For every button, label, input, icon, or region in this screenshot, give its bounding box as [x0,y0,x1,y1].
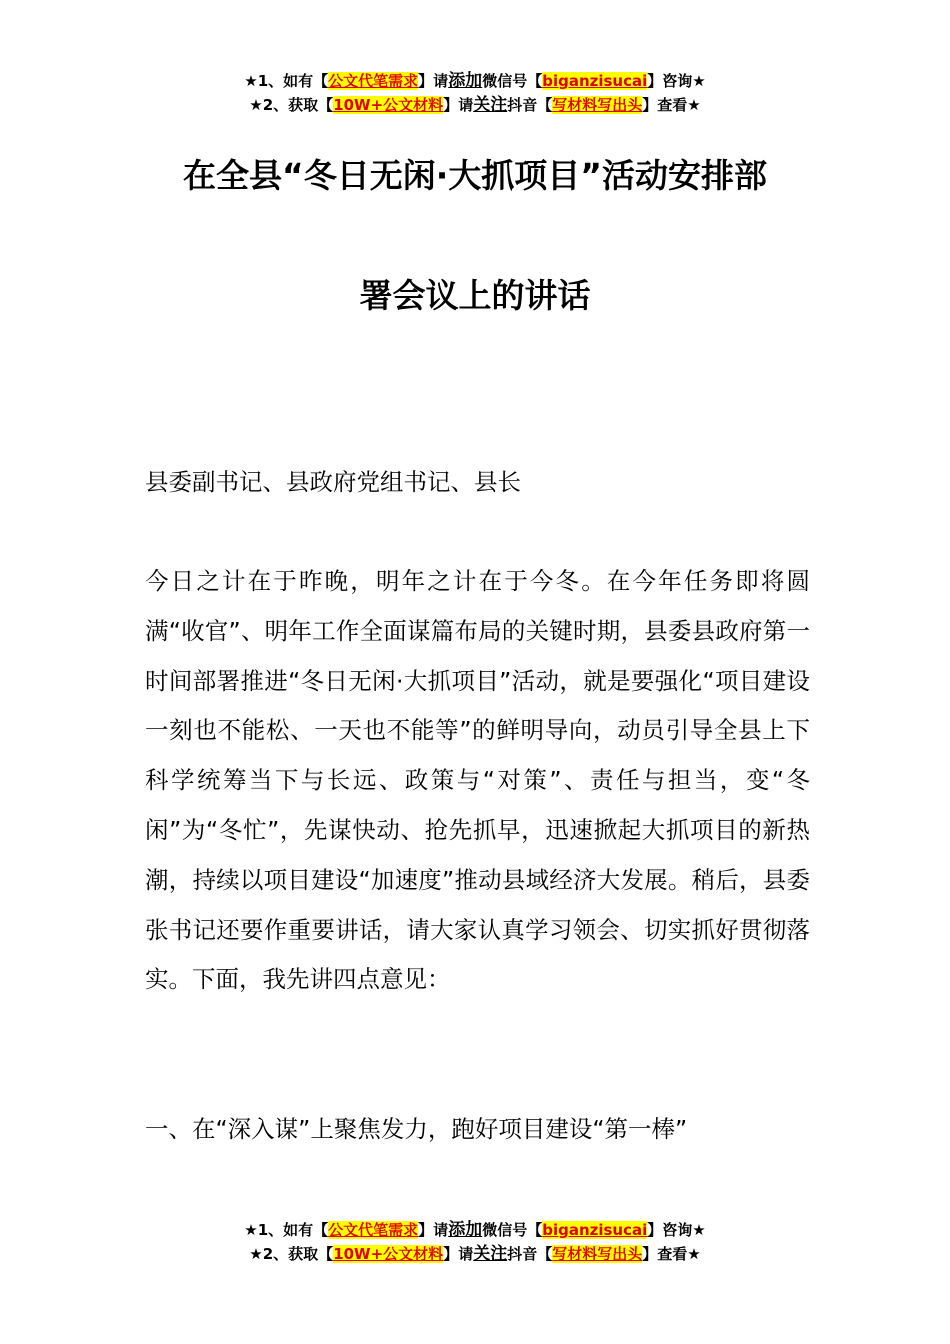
promo-highlight: 公文代笔需求 [328,1221,419,1239]
promo-line-1 [0,69,950,93]
speaker: 县委副书记、县政府党组书记、县长 [145,468,521,496]
promo-text: ★2、获取【 [249,96,334,114]
promo-text: 抖音【 [507,96,553,114]
promo-highlight: biganzisucai [542,72,648,90]
promo-text: 抖音【 [507,1245,553,1263]
promo-text: 】请 [443,96,474,114]
promo-header [0,69,950,117]
section-heading: 一、在“深入谋”上聚焦发力，跑好项目建设“第一棒” [145,1115,688,1143]
promo-underline: 添加 [448,71,483,91]
promo-highlight: 10W+公文材料 [333,96,444,114]
promo-text: 】咨询★ [647,1221,706,1239]
promo-highlight: 10W+公文材料 [333,1245,444,1263]
promo-text: 】请 [443,1245,474,1263]
promo-text: 】请 [418,72,449,90]
title-line-2: 署会议上的讲话 [359,276,591,315]
promo-highlight: 公文代笔需求 [328,72,419,90]
promo-highlight: 写材料写出头 [552,96,643,114]
promo-text: 】请 [418,1221,449,1239]
promo-text: 微信号【 [482,72,543,90]
promo-text: 】查看★ [642,1245,701,1263]
promo-highlight: biganzisucai [542,1221,648,1239]
promo-text: ★1、如有【 [244,72,329,90]
promo-underline: 关注 [473,95,508,115]
promo-text: 】咨询★ [647,72,706,90]
promo-underline: 添加 [448,1220,483,1240]
title-line-1: 在全县“冬日无闲·大抓项目”活动安排部 [183,156,767,195]
promo-text: ★1、如有【 [244,1221,329,1239]
promo-text: ★2、获取【 [249,1245,334,1263]
promo-line-1 [0,1218,950,1242]
promo-text: 】查看★ [642,96,701,114]
promo-highlight: 写材料写出头 [552,1245,643,1263]
promo-line-2 [0,1242,950,1266]
promo-underline: 关注 [473,1244,508,1264]
promo-line-2 [0,93,950,117]
promo-footer [0,1218,950,1266]
promo-text: 微信号【 [482,1221,543,1239]
paragraph: 今日之计在于昨晚，明年之计在于今冬。在今年任务即将圆满“收官”、明年工作全面谋篇布局的关键时期，县委县政府第一时间部署推进“冬日无闲·大抓项目”活动，就是要强化“项目建设一刻也不能松、一天也不能等”的鲜明导向，动员引导全县上下科学统筹当下与长远、政策与“对策”、责任与担当，变“冬闲”为“冬忙”，先谋快动、抢先抓早，迅速掀起大抓项目的新热潮，持续以项目建设“加速度”推动县域经济大发展。稍后，县委张书记还要作重要讲话，请大家认真学习领会、切实抓好贯彻落实。下面，我先讲四点意见： [145,567,810,994]
